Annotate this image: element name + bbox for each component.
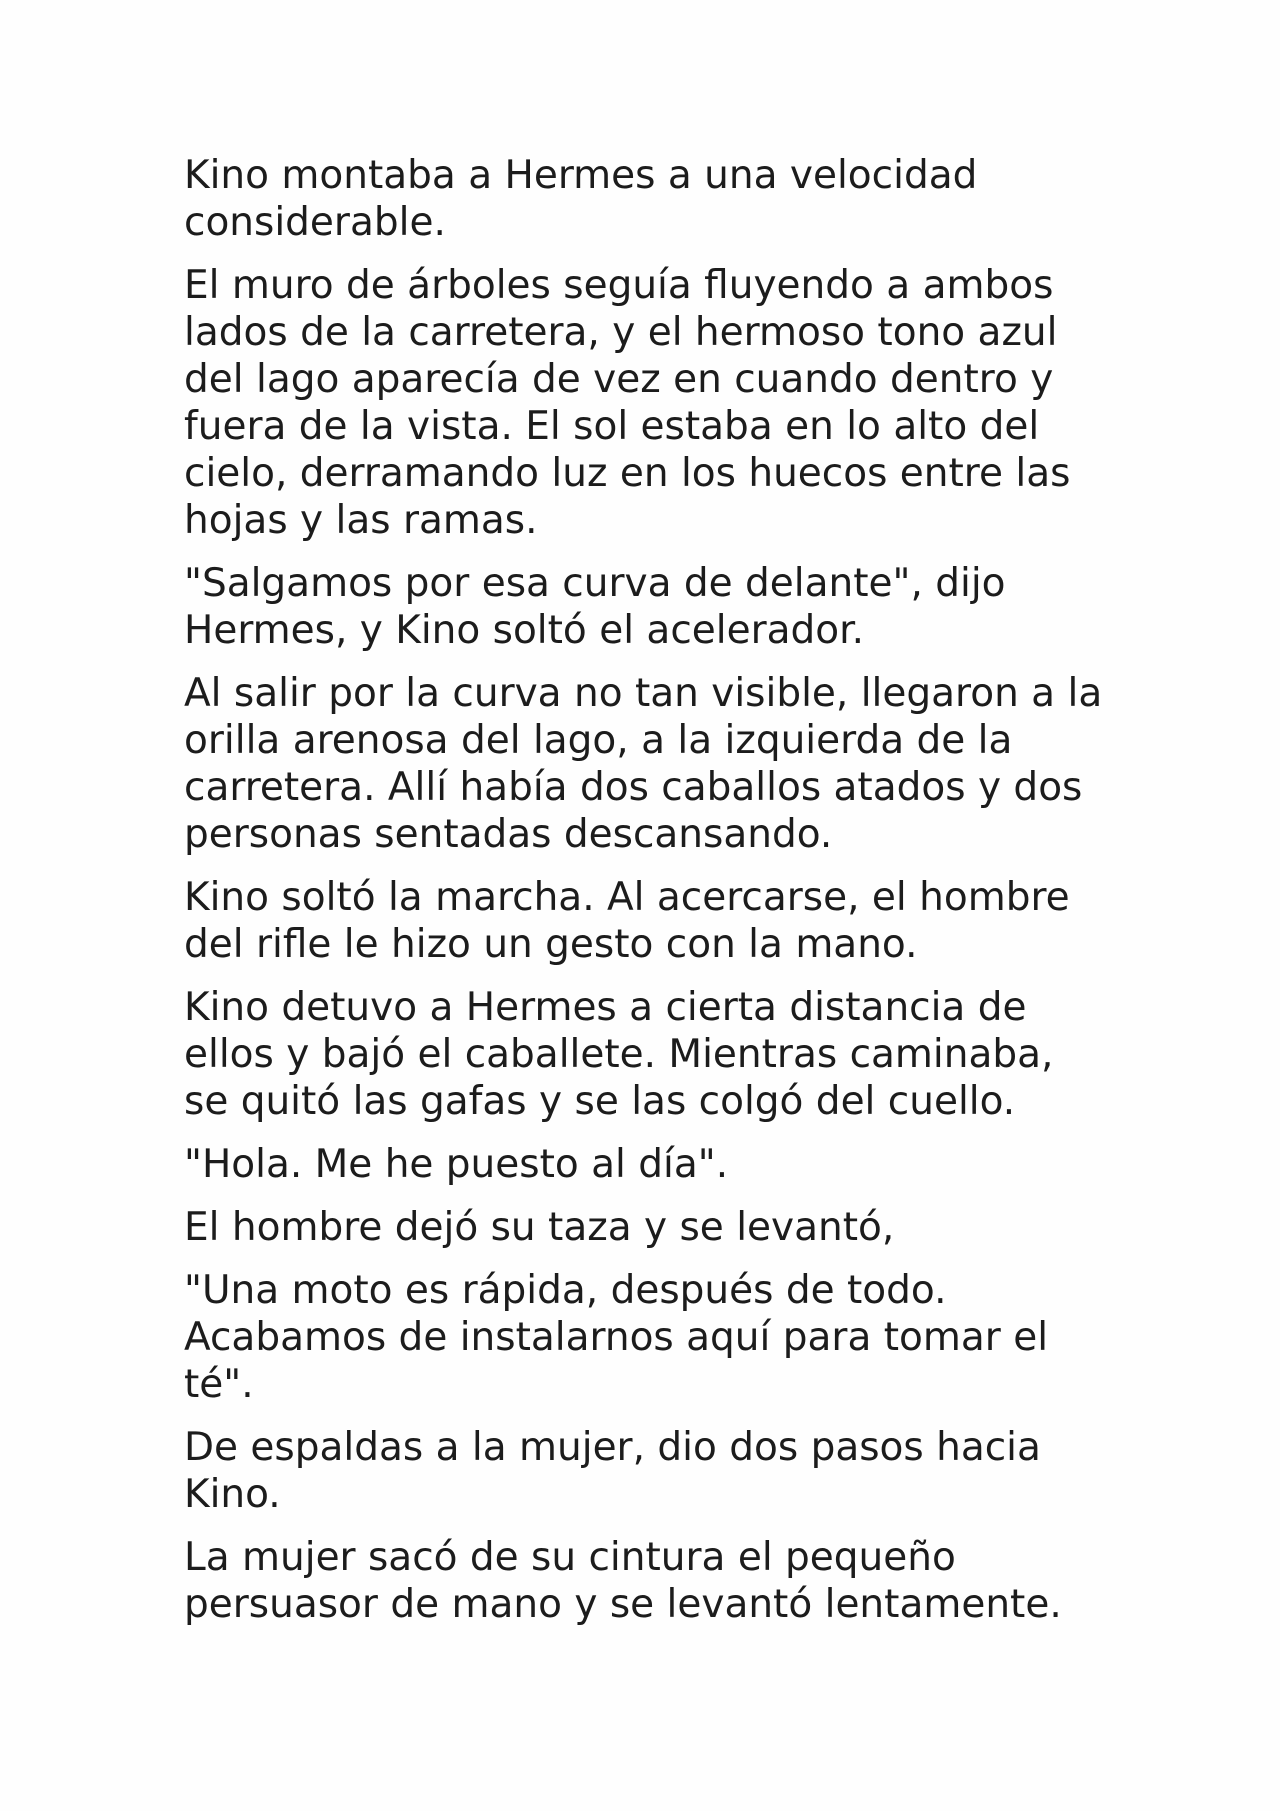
paragraph-2: El muro de árboles seguía fluyendo a ambos lados de la carretera, y el hermoso tono azul del lago aparecía de vez en cuando dentro y fuera de la vista. El sol estaba en lo alto del cielo, derramando luz en los huecos entre las hojas y las ramas.: [184, 263, 1071, 543]
paragraph-8: El hombre dejó su taza y se levantó,: [184, 1205, 895, 1250]
body-text: [184, 152, 1104, 1644]
paragraph-6: Kino detuvo a Hermes a cierta distancia de ellos y bajó el caballete. Mientras caminaba, se quitó las gafas y se las colgó del cuello.: [184, 985, 1054, 1124]
paragraph-9: "Una moto es rápida, después de todo. Acabamos de instalarnos aquí para tomar el té".: [184, 1268, 1049, 1407]
paragraph-5: Kino soltó la marcha. Al acercarse, el hombre del rifle le hizo un gesto con la mano.: [184, 875, 1070, 967]
paragraph-1: Kino montaba a Hermes a una velocidad considerable.: [184, 153, 978, 245]
paragraph-7: "Hola. Me he puesto al día".: [184, 1142, 729, 1187]
paragraph-10: De espaldas a la mujer, dio dos pasos hacia Kino.: [184, 1425, 1041, 1517]
paragraph-3: "Salgamos por esa curva de delante", dijo Hermes, y Kino soltó el acelerador.: [184, 561, 1006, 653]
paragraph-11: La mujer sacó de su cintura el pequeño persuasor de mano y se levantó lentamente.: [184, 1535, 1062, 1627]
paragraph-4: Al salir por la curva no tan visible, llegaron a la orilla arenosa del lago, a la izquierda de la carretera. Allí había dos caballos atados y dos personas sentadas descansando.: [184, 671, 1103, 857]
